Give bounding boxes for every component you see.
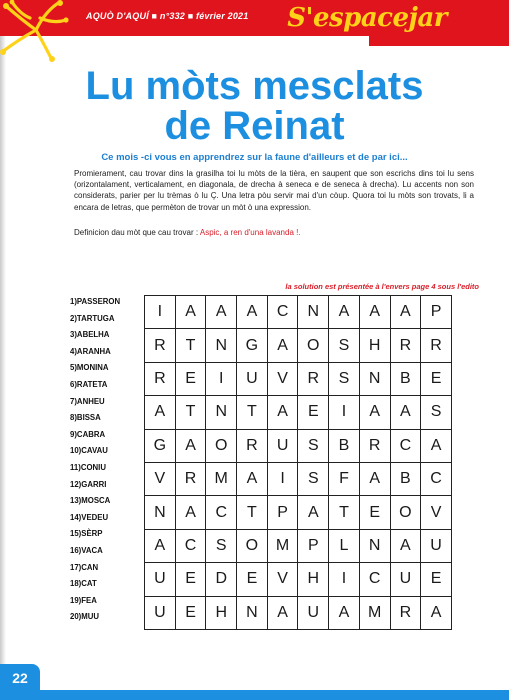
grid-cell[interactable]: B (390, 462, 421, 495)
grid-cell[interactable]: P (298, 529, 329, 562)
grid-cell[interactable]: A (390, 296, 421, 329)
grid-cell[interactable]: A (329, 296, 360, 329)
grid-cell[interactable]: V (267, 362, 298, 395)
grid-cell[interactable]: O (298, 329, 329, 362)
grid-cell[interactable]: A (267, 396, 298, 429)
grid-cell[interactable]: T (237, 396, 268, 429)
grid-cell[interactable]: S (298, 429, 329, 462)
grid-cell[interactable]: U (298, 596, 329, 629)
grid-cell[interactable]: A (359, 396, 390, 429)
word-list-item: 14)VEDEU (70, 512, 109, 522)
grid-row (145, 396, 452, 429)
grid-cell[interactable]: A (298, 496, 329, 529)
grid-cell[interactable]: H (206, 596, 237, 629)
word-list (70, 294, 146, 626)
grid-cell[interactable]: U (390, 563, 421, 596)
grid-cell[interactable]: A (390, 396, 421, 429)
word-list-item: 5)MONINA (70, 363, 109, 373)
grid-cell[interactable]: U (267, 429, 298, 462)
grid-cell[interactable]: O (237, 529, 268, 562)
grid-cell[interactable]: V (421, 496, 452, 529)
grid-cell[interactable]: U (145, 596, 176, 629)
grid-cell[interactable]: R (145, 362, 176, 395)
footer-band (0, 690, 509, 700)
grid-cell[interactable]: N (206, 396, 237, 429)
grid-cell[interactable]: A (267, 596, 298, 629)
word-list-item: 20)MUU (70, 612, 100, 622)
grid-cell[interactable]: P (421, 296, 452, 329)
grid-cell[interactable]: N (145, 496, 176, 529)
grid-cell[interactable]: C (390, 429, 421, 462)
grid-cell[interactable]: A (145, 529, 176, 562)
grid-cell[interactable]: I (329, 563, 360, 596)
word-list-item: 2)TARTUGA (70, 313, 115, 323)
grid-cell[interactable]: S (206, 529, 237, 562)
grid-cell[interactable]: G (237, 329, 268, 362)
grid-cell[interactable]: S (329, 362, 360, 395)
article-subtitle: Ce mois -ci vous en apprendrez sur la faune d'ailleurs et de par ici... (101, 152, 408, 163)
grid-cell[interactable]: N (237, 596, 268, 629)
grid-cell[interactable]: R (390, 596, 421, 629)
grid-cell[interactable]: N (359, 529, 390, 562)
page-gutter-shadow (0, 0, 6, 700)
definition-line (74, 228, 474, 237)
grid-cell[interactable]: N (206, 329, 237, 362)
grid-cell[interactable]: F (329, 462, 360, 495)
grid-cell[interactable]: M (359, 596, 390, 629)
grid-cell[interactable]: T (175, 329, 206, 362)
grid-cell[interactable]: L (329, 529, 360, 562)
word-list-item: 3)ABELHA (70, 330, 110, 340)
grid-cell[interactable]: A (390, 529, 421, 562)
grid-cell[interactable]: A (237, 296, 268, 329)
grid-cell[interactable]: U (237, 362, 268, 395)
grid-cell[interactable]: B (329, 429, 360, 462)
grid-cell[interactable]: A (421, 596, 452, 629)
grid-cell[interactable]: R (175, 462, 206, 495)
grid-cell[interactable]: C (421, 462, 452, 495)
grid-cell[interactable]: U (145, 563, 176, 596)
grid-cell[interactable]: H (298, 563, 329, 596)
grid-cell[interactable]: E (175, 362, 206, 395)
word-list-item: 12)GARRI (70, 479, 107, 489)
article-title-line1: Lu mòts mesclats (85, 64, 424, 108)
grid-cell[interactable]: A (237, 462, 268, 495)
grid-cell[interactable]: A (359, 296, 390, 329)
grid-cell[interactable]: A (359, 462, 390, 495)
grid-cell[interactable]: I (206, 362, 237, 395)
grid-cell[interactable]: S (298, 462, 329, 495)
grid-cell[interactable]: R (421, 329, 452, 362)
word-list-item: 1)PASSERON (70, 297, 121, 306)
grid-cell[interactable]: E (421, 362, 452, 395)
word-list-item: 17)CAN (70, 562, 99, 572)
grid-cell[interactable]: O (206, 429, 237, 462)
grid-cell[interactable]: E (421, 563, 452, 596)
word-list-item: 7)ANHEU (70, 396, 105, 406)
grid-cell[interactable]: R (298, 362, 329, 395)
grid-cell[interactable]: A (329, 596, 360, 629)
grid-row (145, 462, 452, 495)
word-list-item: 6)RATETA (70, 379, 108, 389)
grid-cell[interactable]: T (237, 496, 268, 529)
grid-cell[interactable]: R (145, 329, 176, 362)
grid-cell[interactable]: E (175, 596, 206, 629)
grid-cell[interactable]: C (267, 296, 298, 329)
grid-cell[interactable]: M (267, 529, 298, 562)
word-list-item: 11)CONIU (70, 462, 106, 472)
definition-label: Definicion dau mòt que cau trovar : (74, 228, 200, 237)
grid-cell[interactable]: A (145, 396, 176, 429)
solution-note: la solution est présentée à l'envers page 4 sous l'edito (285, 282, 479, 291)
grid-cell[interactable]: T (175, 396, 206, 429)
grid-cell[interactable]: E (175, 563, 206, 596)
grid-cell[interactable]: T (329, 496, 360, 529)
grid-cell[interactable]: N (298, 296, 329, 329)
grid-cell[interactable]: M (206, 462, 237, 495)
grid-cell[interactable]: V (267, 563, 298, 596)
grid-cell[interactable]: B (390, 362, 421, 395)
grid-cell[interactable]: H (359, 329, 390, 362)
word-search-grid (144, 295, 452, 630)
grid-row (145, 296, 452, 329)
grid-cell[interactable]: R (237, 429, 268, 462)
grid-row (145, 563, 452, 596)
occitan-cross-icon (0, 0, 70, 62)
grid-cell[interactable]: C (175, 529, 206, 562)
grid-row (145, 596, 452, 629)
word-list-item: 13)MOSCA (70, 496, 111, 506)
grid-cell[interactable]: I (145, 296, 176, 329)
grid-cell[interactable]: A (267, 329, 298, 362)
word-list-item: 8)BISSA (70, 413, 101, 423)
page-number: 22 (0, 664, 40, 692)
grid-cell[interactable]: A (175, 296, 206, 329)
grid-cell[interactable]: G (145, 429, 176, 462)
grid-cell[interactable]: A (206, 296, 237, 329)
article-title-line2: de Reinat (164, 104, 345, 148)
grid-cell[interactable]: N (359, 362, 390, 395)
grid-cell[interactable]: E (359, 496, 390, 529)
grid-cell[interactable]: R (390, 329, 421, 362)
grid-cell[interactable]: E (237, 563, 268, 596)
grid-cell[interactable]: I (329, 396, 360, 429)
grid-cell[interactable]: R (359, 429, 390, 462)
word-list-item: 19)FEA (70, 595, 97, 605)
grid-cell[interactable]: S (421, 396, 452, 429)
grid-cell[interactable]: U (421, 529, 452, 562)
grid-row (145, 496, 452, 529)
grid-row (145, 329, 452, 362)
definition-answer: Aspic, a ren d'una lavanda !. (199, 228, 301, 237)
rubric-title: S'espacejar (287, 3, 447, 33)
grid-row (145, 429, 452, 462)
word-list-item: 18)CAT (70, 579, 97, 589)
grid-cell[interactable]: A (421, 429, 452, 462)
word-list-item: 15)SÈRP (70, 529, 103, 539)
word-list-item: 16)VACA (70, 545, 103, 555)
grid-row (145, 362, 452, 395)
grid-cell[interactable]: C (206, 496, 237, 529)
magazine-issue-info: AQUÒ D'AQUÍ ■ n°332 ■ février 2021 (86, 11, 249, 21)
grid-cell[interactable]: A (175, 496, 206, 529)
word-list-item: 9)CABRA (70, 429, 106, 439)
grid-row (145, 529, 452, 562)
word-list-item: 10)CAVAU (70, 446, 108, 456)
word-list-item: 4)ARANHA (70, 346, 111, 356)
grid-cell[interactable]: S (329, 329, 360, 362)
grid-cell[interactable]: I (267, 462, 298, 495)
grid-cell[interactable]: D (206, 563, 237, 596)
grid-cell[interactable]: A (175, 429, 206, 462)
grid-cell[interactable]: V (145, 462, 176, 495)
intro-paragraph: Promierament, cau trovar dins la grasilha toi lu mòts de la tièra, en saupent que son escrichs dins toi lu sens (orizontalament, verticalament, en diagonala, de drecha à seneca e de seneca à drecha). Lu accents non son considerats, parier per lu trèmas ò lu Ç. Una letra pòu servir mai d'un còup. Quora toi lu mòts son trovats, li a encara de letras, que permèton de trovar un mòt ò una expression. (74, 169, 474, 212)
grid-cell[interactable]: E (298, 396, 329, 429)
grid-cell[interactable]: O (390, 496, 421, 529)
grid-cell[interactable]: P (267, 496, 298, 529)
grid-cell[interactable]: C (359, 563, 390, 596)
